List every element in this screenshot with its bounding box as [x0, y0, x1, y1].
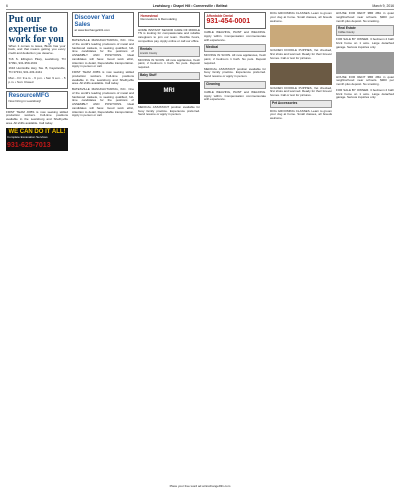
- house-photo: [336, 52, 394, 74]
- classified-text: MOVING IN SOON. All new appliances, fresh paint, 2 bedroom 1 bath. No pets. Deposit required.: [204, 53, 266, 65]
- classified-text: HOUSE FOR RENT 3BR 2BA in quiet neighborhood near schools. $900 per month plus deposit. No smoking.: [336, 74, 394, 87]
- ad-headline: Put our expertise to work for you: [8, 13, 64, 45]
- classified-text: MEDICAL ASSISTANT position available for busy family practice. Experience preferred. Send resume or apply in person.: [204, 66, 266, 79]
- classified-text: FIRST TEAM JOBS is now seeking skilled production workers. Full-time positions available in the Lewisburg and Shelbyville area. All shifts available. Call today.: [72, 70, 134, 86]
- classified-text: FOR SALE BY OWNER. 3 bedroom 2 bath brick home on 1 acre. Large detached garage. Serious inquiries only.: [336, 87, 394, 100]
- column-3: [138, 12, 200, 478]
- column-2: [72, 12, 134, 478]
- page-header: [6, 4, 394, 10]
- resource-ad: [6, 91, 68, 109]
- classified-text: BATESVILLE MANUFACTURING, INC. One of the world's leading producers of metal and hardwood caskets, is seeking qualified, full-time candidates for the positions of ASSEMBLY AND POSITIONS. Ideal candidates will have: Good work ethic, Attention to detail, Dependable transportation. Apply in person or call.: [72, 38, 134, 69]
- page-footer: Place your free word ad at Exchange931.com: [169, 484, 231, 489]
- classified-text: FIRST TEAM JOBS is now seeking skilled production workers. Full-time positions available in the Lewisburg and Shelbyville area. All shifts available. Call today.: [6, 109, 68, 125]
- block-ad: [6, 12, 68, 89]
- classified-text: GOLDEN DOODLE PUPPIES, Vet checked, first shots and wormed. Ready for their forever homes. Call or text for pictures.: [270, 48, 332, 60]
- section-header: Rentals Lincoln County: [138, 46, 200, 57]
- puppy-photo: [270, 25, 332, 47]
- section-header: Cleaning: [204, 81, 266, 89]
- section-header: Real Estate Coffee County: [336, 25, 394, 36]
- classified-text: DOG GROOMING CLASSES. Learn to groom your dog at home. Small classes, all breeds welcome.: [270, 12, 332, 23]
- section-header: Pet Accessories: [270, 100, 332, 108]
- ad-address-1: 716 S. Ellington Pkwy, Lewisburg, TN 37091, 931-359-1601: [8, 56, 66, 65]
- classified-text: DOG GROOMING CLASSES. Learn to groom your dog at home. Small classes, all breeds welcome.: [270, 108, 332, 121]
- column-4: [204, 12, 266, 478]
- classified-text: HOME INSTANT SENIOR CARE OF MIDDLE TN is looking for compassionate and reliable caregivers to join our team. Flexible hours, competitive pay. Apply online or call our office.: [138, 27, 200, 43]
- discover-ad: [72, 12, 134, 37]
- issue-date: March 9, 2016: [372, 4, 394, 9]
- discover-site: at www.Exchange931.com: [74, 27, 110, 32]
- excavation-phone: 931-625-7013: [7, 141, 51, 149]
- ad-hours: Mon - Fri: 9 a.m. - 6 p.m. • Sat: 9 a.m. - 5 p.m. • Sun: Closed: [8, 75, 66, 84]
- resource-logo: ResourceMFG: [8, 93, 50, 100]
- classified-text: HOUSE FOR RENT 3BR 2BA in quiet neighborhood near schools. $900 per month plus deposit. No smoking.: [336, 12, 394, 23]
- resource-tagline: Now hiring in Lewisburg!: [8, 99, 42, 104]
- section-header: Medical: [204, 44, 266, 52]
- affordable-ad: [204, 12, 266, 29]
- mri-image: MRI: [138, 82, 200, 104]
- section-header: Baby Stuff: [138, 72, 200, 80]
- column-5: [270, 12, 332, 478]
- column-1: [6, 12, 68, 478]
- classified-text: MEDICAL ASSISTANT position available for busy family practice. Experience preferred. Send resume or apply in person.: [138, 104, 200, 117]
- page-number: 6: [6, 4, 8, 9]
- excavation-headline: WE CAN DO IT ALL!: [8, 128, 66, 135]
- classified-text: BATESVILLE MANUFACTURING, INC. One of the world's leading producers of metal and hardwood caskets, is seeking qualified, full-time candidates for the positions of ASSEMBLY AND POSITIONS. Ideal candidates will have: Good work ethic, Attention to detail, Dependable transportation. Apply in person or call.: [72, 87, 134, 118]
- homestead-title: Homestead: [140, 13, 158, 18]
- classified-text: CABLE WEAVING, PAINT and WELDING. Apply within. Compensation commensurate with experience.: [204, 30, 266, 42]
- classified-text: GOLDEN DOODLE PUPPIES, Vet checked, first shots and wormed. Ready for their forever homes. Call or text for pictures.: [270, 85, 332, 97]
- excavation-sub: Complete Excavation Services: [7, 134, 48, 139]
- affordable-phone: 931-454-0001: [206, 18, 251, 26]
- homestead-ad: [138, 12, 200, 27]
- ad-address-2: 1616 Huntsville Hwy, Ste. B, Fayetteville, TN 37334, 931-433-4441: [8, 66, 66, 74]
- classified-text: FOR SALE BY OWNER. 3 bedroom 2 bath brick home on 1 acre. Large detached garage. Serious inquiries only.: [336, 37, 394, 49]
- column-6: [336, 12, 394, 478]
- homestead-sub: Renovations & Remodeling: [140, 17, 177, 22]
- discover-title: Discover Yard Sales: [74, 14, 115, 28]
- puppy-photo: [270, 63, 332, 85]
- ad-subtext: When it comes to taxes, Block has your back, and that means getting you every credit and deduction you deserve.: [8, 43, 66, 55]
- classified-text: MOVING IN SOON. All new appliances, fresh paint, 2 bedroom 1 bath. No pets. Deposit required.: [138, 57, 200, 70]
- publication-title: Lewisburg • Chapel Hill • Cornersville • Belfast: [152, 4, 228, 9]
- affordable-title: Affordable Dental: [206, 13, 234, 18]
- excavation-ad: [6, 128, 68, 151]
- classified-text: CABLE WEAVING, PAINT and WELDING. Apply within. Compensation commensurate with experience.: [204, 89, 266, 102]
